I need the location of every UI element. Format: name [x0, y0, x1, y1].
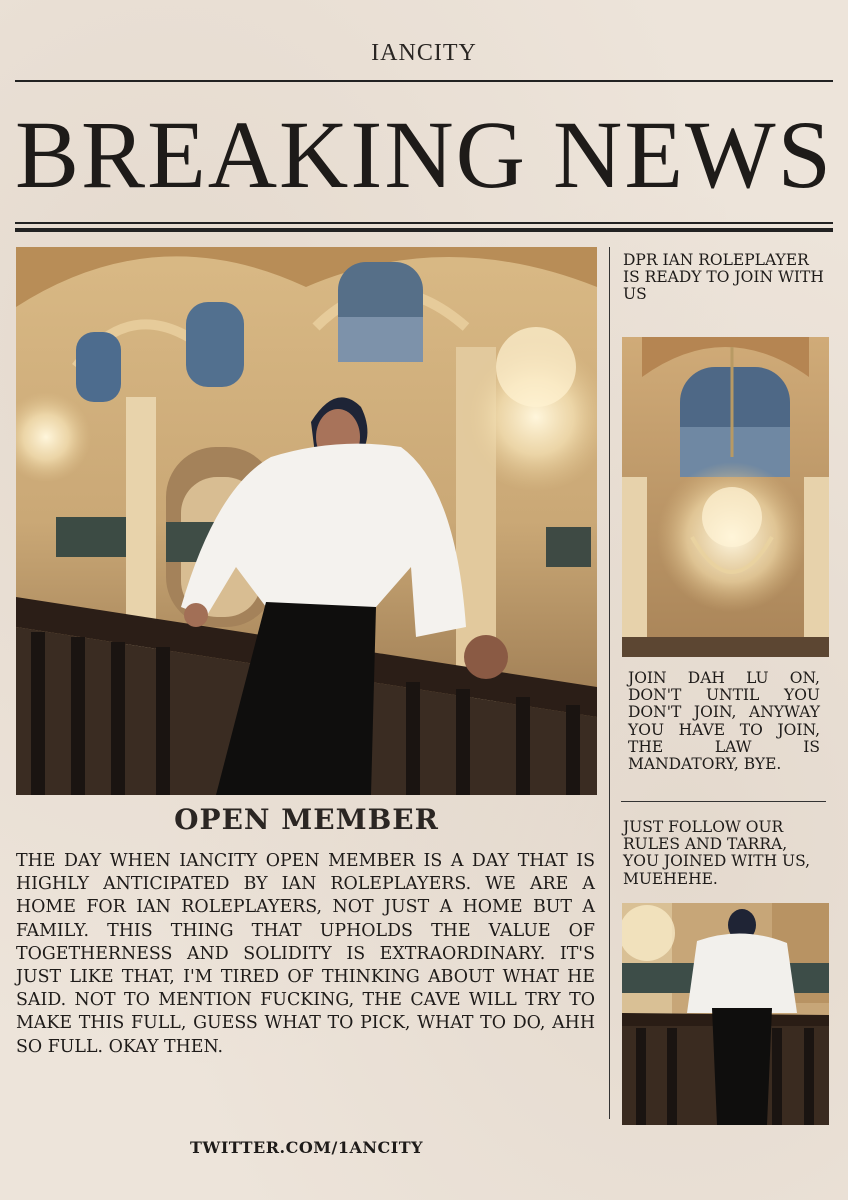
sidebar-blurb-2: JOIN DAH LU ON, DON'T UNTIL YOU DON'T JOIN, ANYWAY YOU HAVE TO JOIN, THE LAW IS MANDATORY, BYE.	[628, 669, 820, 774]
sidebar-divider	[621, 801, 826, 802]
sidebar-blurb-3: JUST FOLLOW OUR RULES AND TARRA, YOU JOINED WITH US, MUEHEHE.	[623, 818, 811, 888]
article-body: THE DAY WHEN IANCITY OPEN MEMBER IS A DAY THAT IS HIGHLY ANTICIPATED BY IAN ROLEPLAYERS. WE ARE A HOME FOR IAN ROLEPLAYERS, NOT JUST A HOME BUT A FAMILY. THIS THING THAT UPHOLDS THE VALUE OF TOGETHERNESS AND SOLIDITY IS EXTRAORDINARY. IT'S JUST LIKE THAT, I'M TIRED OF THINKING ABOUT WHAT HE SAID. NOT TO MENTION FUCKING, THE CAVE WILL TRY TO MAKE THIS FULL, GUESS WHAT TO PICK, WHAT TO DO, AHH SO FULL. OKAY THEN.	[16, 851, 595, 1057]
side-photo-chandelier	[622, 337, 829, 657]
section-title: OPEN MEMBER	[174, 803, 439, 836]
twitter-link[interactable]: TWITTER.COM/1ANCITY	[189, 1138, 424, 1157]
headline-rule-bottom	[15, 228, 833, 232]
masthead-rule	[15, 80, 833, 82]
main-photo	[16, 247, 597, 795]
headline: BREAKING NEWS	[15, 101, 833, 208]
sidebar-blurb-1: DPR IAN ROLEPLAYER IS READY TO JOIN WITH US	[623, 251, 824, 304]
side-photo-railing	[622, 903, 829, 1125]
headline-rule-top	[15, 222, 833, 224]
masthead: IANCITY	[371, 40, 477, 66]
column-divider	[609, 247, 610, 1119]
